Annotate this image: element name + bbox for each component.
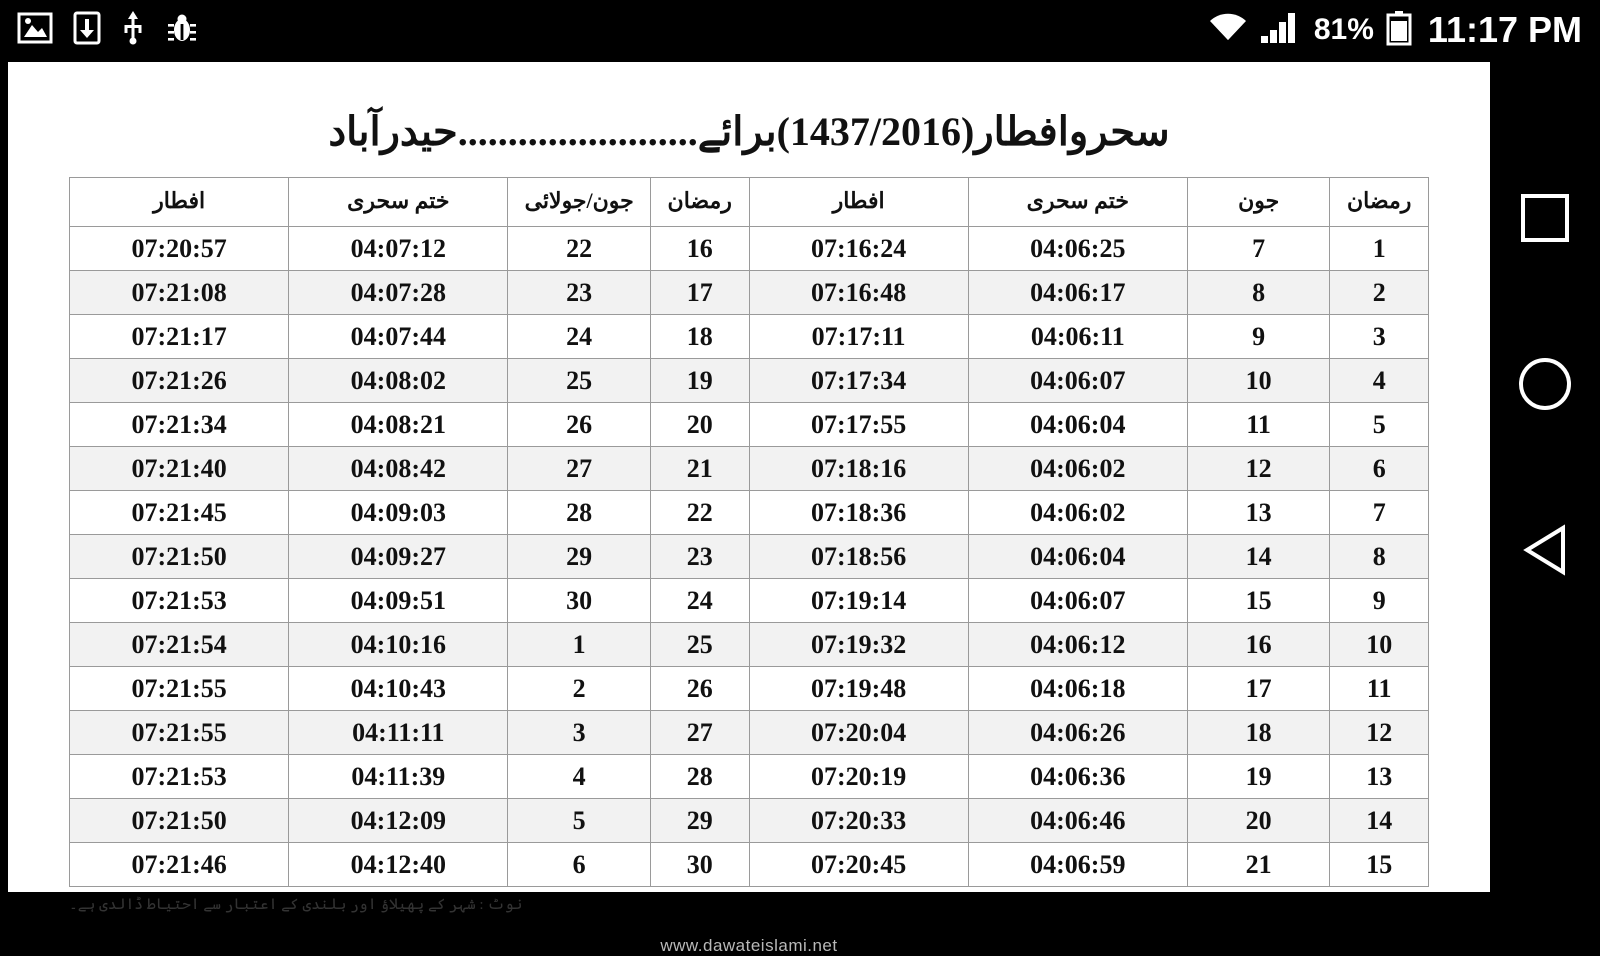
gregorian-day-left: 3 (508, 711, 650, 755)
ramadan-day-right: 7 (1330, 491, 1429, 535)
iftar-time-left: 07:21:55 (70, 711, 289, 755)
table-row (70, 755, 1429, 799)
header-ramadan-right: رمضان (1330, 178, 1429, 227)
home-button[interactable] (1517, 356, 1573, 412)
table-row (70, 491, 1429, 535)
sehri-time-right: 04:06:04 (968, 535, 1187, 579)
table-row (70, 579, 1429, 623)
source-credit: www.dawateislami.net (660, 936, 838, 955)
gregorian-day-right: 20 (1187, 799, 1329, 843)
iftar-time-left: 07:21:46 (70, 843, 289, 887)
gregorian-day-left: 30 (508, 579, 650, 623)
sehri-time-right: 04:06:02 (968, 447, 1187, 491)
sehri-time-left: 04:08:21 (289, 403, 508, 447)
ramadan-day-left: 19 (650, 359, 749, 403)
gregorian-day-right: 19 (1187, 755, 1329, 799)
header-iftar-left: افطار (70, 178, 289, 227)
table-row (70, 623, 1429, 667)
iftar-time-right: 07:20:45 (749, 843, 968, 887)
gregorian-day-right: 15 (1187, 579, 1329, 623)
battery-percent-label: 81% (1313, 13, 1374, 46)
header-sehri-left: ختم سحری (289, 178, 508, 227)
sehri-time-right: 04:06:07 (968, 359, 1187, 403)
iftar-time-right: 07:17:55 (749, 403, 968, 447)
ramadan-timetable (69, 177, 1429, 887)
table-row (70, 711, 1429, 755)
table-row (70, 535, 1429, 579)
ramadan-day-right: 14 (1330, 799, 1429, 843)
sehri-time-left: 04:11:39 (289, 755, 508, 799)
iftar-time-right: 07:20:04 (749, 711, 968, 755)
home-icon (1519, 358, 1571, 410)
iftar-time-right: 07:20:33 (749, 799, 968, 843)
gregorian-day-left: 27 (508, 447, 650, 491)
gregorian-day-right: 11 (1187, 403, 1329, 447)
iftar-time-left: 07:21:40 (70, 447, 289, 491)
iftar-time-right: 07:17:34 (749, 359, 968, 403)
system-navigation-bar (1490, 60, 1600, 900)
gregorian-day-left: 28 (508, 491, 650, 535)
ramadan-day-right: 12 (1330, 711, 1429, 755)
header-iftar-right: افطار (749, 178, 968, 227)
ramadan-day-left: 27 (650, 711, 749, 755)
sehri-time-left: 04:07:44 (289, 315, 508, 359)
ramadan-day-right: 3 (1330, 315, 1429, 359)
sehri-time-right: 04:06:04 (968, 403, 1187, 447)
image-viewer[interactable] (8, 62, 1490, 955)
gregorian-day-right: 8 (1187, 271, 1329, 315)
iftar-time-left: 07:21:53 (70, 755, 289, 799)
ramadan-day-right: 6 (1330, 447, 1429, 491)
ramadan-day-left: 24 (650, 579, 749, 623)
page-title: سحروافطار(1437/2016)برائے........................حیدرآباد (328, 109, 1170, 154)
sehri-time-right: 04:06:02 (968, 491, 1187, 535)
sd-card-download-icon (74, 12, 100, 48)
sehri-time-right: 04:06:59 (968, 843, 1187, 887)
footnote: نوٹ : شہر کے پھیلاؤ اور بلندی کے اعتبار سے احتیاط ڈالدی ہے۔ (69, 897, 523, 913)
sehri-time-left: 04:11:11 (289, 711, 508, 755)
ramadan-day-left: 22 (650, 491, 749, 535)
gregorian-day-left: 24 (508, 315, 650, 359)
iftar-time-right: 07:19:14 (749, 579, 968, 623)
iftar-time-right: 07:18:36 (749, 491, 968, 535)
iftar-time-right: 07:19:32 (749, 623, 968, 667)
ramadan-day-left: 21 (650, 447, 749, 491)
status-bar-left-icons (18, 11, 198, 49)
table-row (70, 403, 1429, 447)
header-month-left: جون/جولائی (508, 178, 650, 227)
usb-icon (122, 11, 144, 49)
iftar-time-left: 07:21:55 (70, 667, 289, 711)
ramadan-day-right: 15 (1330, 843, 1429, 887)
ramadan-day-right: 9 (1330, 579, 1429, 623)
table-body (70, 227, 1429, 887)
ramadan-day-left: 18 (650, 315, 749, 359)
sehri-time-left: 04:07:28 (289, 271, 508, 315)
iftar-time-left: 07:21:54 (70, 623, 289, 667)
ramadan-day-left: 23 (650, 535, 749, 579)
iftar-time-left: 07:21:45 (70, 491, 289, 535)
ramadan-day-right: 8 (1330, 535, 1429, 579)
gregorian-day-left: 25 (508, 359, 650, 403)
status-bar-right-icons (1208, 9, 1582, 51)
iftar-time-left: 07:21:26 (70, 359, 289, 403)
table-row (70, 447, 1429, 491)
iftar-time-right: 07:16:24 (749, 227, 968, 271)
sehri-time-left: 04:09:27 (289, 535, 508, 579)
ramadan-day-right: 13 (1330, 755, 1429, 799)
sehri-time-right: 04:06:26 (968, 711, 1187, 755)
gregorian-day-left: 23 (508, 271, 650, 315)
sehri-time-right: 04:06:36 (968, 755, 1187, 799)
gregorian-day-right: 14 (1187, 535, 1329, 579)
iftar-time-left: 07:21:50 (70, 799, 289, 843)
iftar-time-right: 07:16:48 (749, 271, 968, 315)
table-row (70, 359, 1429, 403)
gregorian-day-left: 22 (508, 227, 650, 271)
ramadan-day-left: 26 (650, 667, 749, 711)
gregorian-day-right: 16 (1187, 623, 1329, 667)
sehri-time-left: 04:10:43 (289, 667, 508, 711)
ramadan-day-right: 11 (1330, 667, 1429, 711)
image-icon (18, 13, 52, 47)
table-row (70, 271, 1429, 315)
gregorian-day-right: 9 (1187, 315, 1329, 359)
iftar-time-left: 07:21:53 (70, 579, 289, 623)
status-bar (0, 0, 1600, 60)
ramadan-day-right: 2 (1330, 271, 1429, 315)
iftar-time-left: 07:21:17 (70, 315, 289, 359)
back-button[interactable] (1517, 522, 1573, 578)
gregorian-day-left: 2 (508, 667, 650, 711)
sehri-time-left: 04:12:09 (289, 799, 508, 843)
ramadan-day-left: 25 (650, 623, 749, 667)
gregorian-day-right: 18 (1187, 711, 1329, 755)
sehri-time-left: 04:09:51 (289, 579, 508, 623)
iftar-time-left: 07:21:50 (70, 535, 289, 579)
ramadan-day-right: 1 (1330, 227, 1429, 271)
ramadan-day-right: 4 (1330, 359, 1429, 403)
sehri-time-right: 04:06:46 (968, 799, 1187, 843)
iftar-time-right: 07:18:56 (749, 535, 968, 579)
gregorian-day-right: 12 (1187, 447, 1329, 491)
gregorian-day-right: 21 (1187, 843, 1329, 887)
ramadan-day-right: 5 (1330, 403, 1429, 447)
recents-icon (1521, 194, 1569, 242)
ramadan-day-left: 16 (650, 227, 749, 271)
header-month-right: جون (1187, 178, 1329, 227)
signal-icon (1260, 12, 1302, 48)
ramadan-day-left: 20 (650, 403, 749, 447)
battery-icon (1386, 11, 1412, 49)
gregorian-day-left: 1 (508, 623, 650, 667)
table-header-row (70, 178, 1429, 227)
ramadan-day-right: 10 (1330, 623, 1429, 667)
gregorian-day-left: 6 (508, 843, 650, 887)
gregorian-day-right: 10 (1187, 359, 1329, 403)
table-row (70, 843, 1429, 887)
iftar-time-right: 07:19:48 (749, 667, 968, 711)
ramadan-day-left: 29 (650, 799, 749, 843)
gregorian-day-left: 29 (508, 535, 650, 579)
sehri-time-right: 04:06:18 (968, 667, 1187, 711)
iftar-time-right: 07:17:11 (749, 315, 968, 359)
sehri-time-right: 04:06:25 (968, 227, 1187, 271)
ramadan-day-left: 28 (650, 755, 749, 799)
wifi-icon (1208, 13, 1248, 47)
iftar-time-left: 07:20:57 (70, 227, 289, 271)
gregorian-day-left: 4 (508, 755, 650, 799)
sehri-time-right: 04:06:11 (968, 315, 1187, 359)
iftar-time-right: 07:18:16 (749, 447, 968, 491)
gregorian-day-right: 7 (1187, 227, 1329, 271)
table-row (70, 799, 1429, 843)
sehri-time-left: 04:12:40 (289, 843, 508, 887)
sehri-time-left: 04:08:42 (289, 447, 508, 491)
sehri-time-left: 04:09:03 (289, 491, 508, 535)
gregorian-day-right: 17 (1187, 667, 1329, 711)
gregorian-day-left: 26 (508, 403, 650, 447)
header-sehri-right: ختم سحری (968, 178, 1187, 227)
sehri-time-left: 04:10:16 (289, 623, 508, 667)
table-row (70, 227, 1429, 271)
sehri-time-left: 04:08:02 (289, 359, 508, 403)
ramadan-day-left: 30 (650, 843, 749, 887)
iftar-time-right: 07:20:19 (749, 755, 968, 799)
sehri-time-right: 04:06:17 (968, 271, 1187, 315)
gregorian-day-right: 13 (1187, 491, 1329, 535)
iftar-time-left: 07:21:34 (70, 403, 289, 447)
ramadan-day-left: 17 (650, 271, 749, 315)
header-ramadan-left: رمضان (650, 178, 749, 227)
back-icon (1521, 524, 1569, 576)
iftar-time-left: 07:21:08 (70, 271, 289, 315)
table-row (70, 315, 1429, 359)
gregorian-day-left: 5 (508, 799, 650, 843)
table-row (70, 667, 1429, 711)
sehri-time-right: 04:06:07 (968, 579, 1187, 623)
sehri-time-right: 04:06:12 (968, 623, 1187, 667)
status-bar-clock: 11:17 PM (1427, 9, 1582, 50)
recents-button[interactable] (1517, 190, 1573, 246)
sehri-time-left: 04:07:12 (289, 227, 508, 271)
bug-icon (166, 12, 198, 48)
